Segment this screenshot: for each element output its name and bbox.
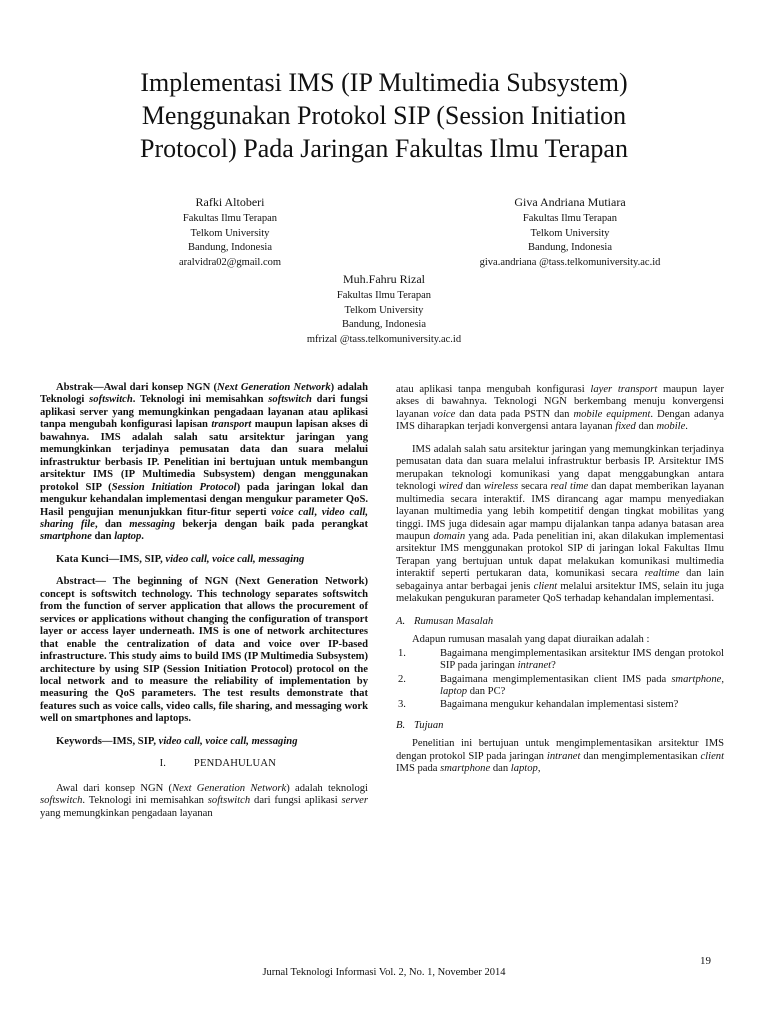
rumusan-list — [396, 648, 724, 712]
author-name: Giva Andriana Mutiara — [514, 195, 626, 209]
author-city: Bandung, Indonesia — [342, 319, 426, 330]
author-university: Telkom University — [530, 227, 610, 239]
journal-footer: Jurnal Teknologi Informasi Vol. 2, No. 1, November 2014 — [262, 967, 506, 978]
author-block-1 — [130, 194, 330, 270]
author-university: Telkom University — [344, 304, 424, 316]
abstrak-paragraph: Abstrak—Awal dari konsep NGN (Next Generation Network) adalah Teknologi softswitch. Teknologi ini memisahkan softswitch dari fungsi aplikasi server yang memungkinkan pengadaan layanan atau aplikasi tanpa mengubah konfigurasi lapisan transport maupun lapisan akses di bawahnya. IMS adalah salah satu arsitektur jaringan yang memungkinkan terjadinya pemusatan data dan suara melalui infrastruktur berbasis IP. Penelitian ini bertujuan untuk membangun arsitektur IMS (IP Multimedia Subsystem) dengan menggunakan protokol SIP (Session Initiation Protocol) pada jaringan lokal dan mengukur kehandalan implementasi dengan mengukur parameter QoS. Hasil pengujian menunjukkan fitur-fitur seperti voice call, video call, sharing file, dan messaging bekerja dengan baik pada perangkat smartphone dan laptop. — [40, 382, 368, 543]
author-name: Rafki Altoberi — [195, 195, 265, 209]
list-item: 2. Bagaimana mengimplementasikan client IMS pada smartphone, laptop dan PC? — [398, 673, 724, 697]
author-email: mfrizal @tass.telkomuniversity.ac.id — [306, 333, 462, 345]
author-faculty: Fakultas Ilmu Terapan — [182, 213, 278, 224]
section-number: I. — [159, 758, 167, 770]
title-line-1: Implementasi IMS (IP Multimedia Subsystem) — [140, 68, 628, 97]
paper-title — [40, 66, 728, 165]
title-line-3: Protocol) Pada Jaringan Fakultas Ilmu Terapan — [140, 134, 628, 163]
body-paragraph: atau aplikasi tanpa mengubah konfigurasi layer transport maupun layer akses di bawahnya. Teknologi NGN berkembang menuju konvergensi layanan voice dan data pada PSTN dan mobile equipment. Dengan adanya IMS diharapkan terjadi konvergensi antara layanan fixed dan mobile. — [396, 384, 725, 433]
section-heading — [40, 758, 368, 770]
right-column — [396, 384, 724, 786]
tujuan-paragraph: Penelitian ini bertujuan untuk mengimplementasikan arsitektur IMS dengan protokol SIP pada jaringan intranet dan mengimplementasikan client IMS pada smartphone dan laptop, — [396, 738, 725, 775]
page-number: 19 — [700, 955, 711, 967]
kata-kunci: Kata Kunci—IMS, SIP, video call, voice call, messaging — [56, 553, 305, 565]
author-name: Muh.Fahru Rizal — [343, 272, 425, 286]
left-column — [40, 382, 368, 830]
author-block-3 — [220, 271, 548, 347]
pendahuluan-paragraph: Awal dari konsep NGN (Next Generation Network) adalah teknologi softswitch. Teknologi ini memisahkan softswitch dari fungsi aplikasi server yang memungkinkan pengadaan layanan — [40, 782, 368, 819]
author-email: aralvidra02@gmail.com — [178, 256, 282, 268]
subsection-heading-b: B. Tujuan — [396, 719, 444, 731]
author-faculty: Fakultas Ilmu Terapan — [336, 290, 432, 301]
rumusan-intro: Adapun rumusan masalah yang dapat diuraikan adalah : — [412, 634, 650, 646]
list-item: 3. Bagaimana mengukur kehandalan implementasi sistem? — [398, 699, 679, 711]
abstract-english: Abstract— The beginning of NGN (Next Generation Network) concept is softswitch technology. This technology separates softswitch from the function of server application that allows the procurement of services or applications without changing the configuration of transport layer or access layer underneath. IMS is one of network architectures that enable the centralization of data and voice over IP-based infrastructure. This study aims to build IMS (IP Multimedia Subsystem) architecture by using SIP (Session Initiation Protocol) protocol on the local network and to measure the reliability of implementation by measuring the QoS parameters. The test results demonstrate that features such as voice calls, video calls, file sharing, and messaging work well on smartphones and laptops. — [40, 576, 368, 725]
author-university: Telkom University — [190, 227, 270, 239]
author-block-2 — [430, 194, 710, 270]
author-email: giva.andriana @tass.telkomuniversity.ac.id — [479, 256, 661, 268]
body-paragraph: IMS adalah salah satu arsitektur jaringan yang memungkinkan terjadinya pemusatan data dan suara melalui infrastruktur berbasis IP. Arsitektur IMS merupakan teknologi komunikasi yang dapat menggabungkan antara teknologi wired dan wireless secara real time dan dapat memberikan layanan multimedia secara interaktif. IMS dirancang agar mampu menyediakan layanan multimedia yang lebih kompetitif dengan tingkat mobilitas yang tinggi. IMS juga didesain agar mampu dijalankan tanpa adanya batasan area maupun domain yang ada. Pada penelitian ini, akan dilakukan implementasi arsitektur IMS menggunakan protokol SIP di jaringan lokal Fakultas Ilmu Terapan yang bertujuan untuk dapat melakukan komunikasi multimedia interaktif seperti pertukaran data, komunikasi secara realtime dan lain sebagainya antar berbagai jenis client melalui arsitektur IMS, selain itu juga melakukan pengukuran parameter QoS terhadap kehandalan implementasi. — [396, 443, 725, 605]
author-city: Bandung, Indonesia — [188, 242, 272, 253]
author-faculty: Fakultas Ilmu Terapan — [522, 213, 618, 224]
keywords-english: Keywords—IMS, SIP, video call, voice call, messaging — [56, 735, 298, 747]
section-title: PENDAHULUAN — [193, 758, 277, 770]
title-line-2: Menggunakan Protokol SIP (Session Initiation — [141, 101, 627, 130]
subsection-heading-a: A. Rumusan Masalah — [396, 615, 494, 627]
list-item: 1. Bagaimana mengimplementasikan arsitektur IMS dengan protokol SIP pada jaringan intranet? — [398, 647, 724, 672]
author-city: Bandung, Indonesia — [528, 242, 612, 253]
